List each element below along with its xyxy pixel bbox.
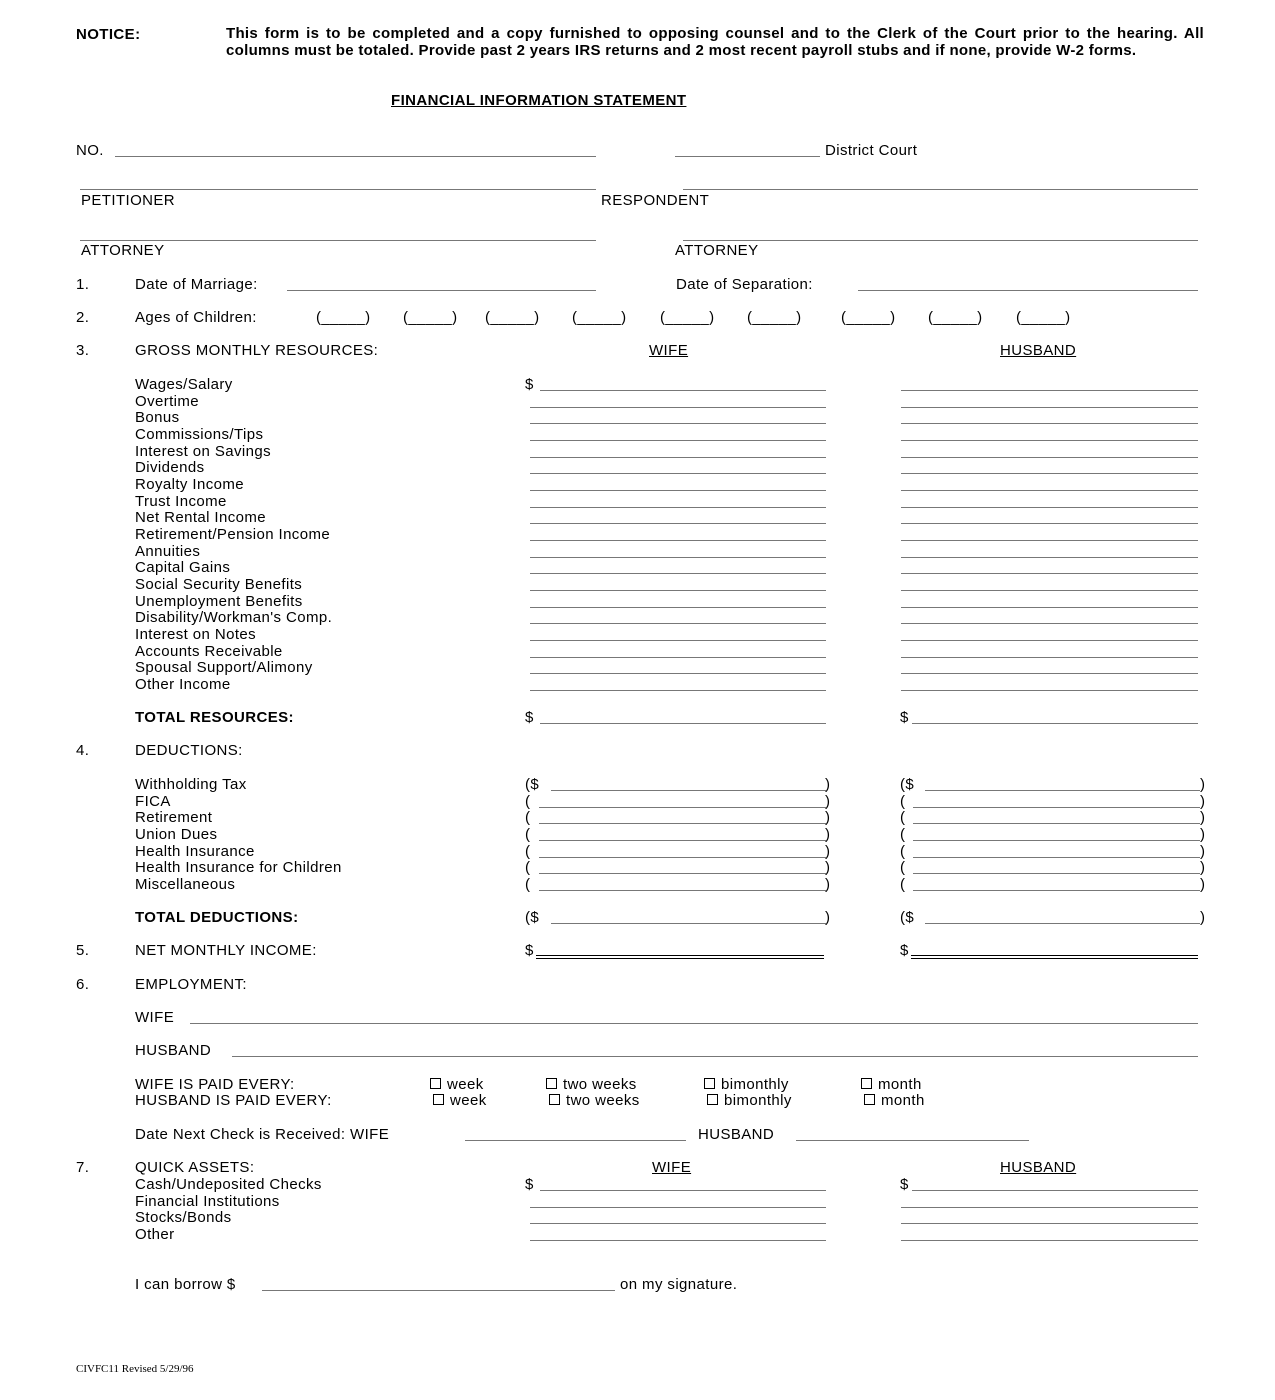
husband-column-heading: HUSBAND bbox=[1000, 342, 1077, 359]
husband-resource-field[interactable] bbox=[901, 690, 1198, 691]
child-age-field-5[interactable]: (_____) bbox=[660, 309, 715, 326]
borrow-label: I can borrow $ bbox=[135, 1276, 236, 1293]
wife-paid-two-weeks-checkbox[interactable] bbox=[546, 1076, 637, 1093]
checkbox-label: month bbox=[881, 1092, 925, 1109]
checkbox-label: two weeks bbox=[566, 1092, 640, 1109]
respondent-attorney-field[interactable] bbox=[683, 240, 1198, 241]
notice-label: NOTICE: bbox=[76, 26, 141, 43]
husband-asset-field[interactable] bbox=[901, 1240, 1198, 1241]
child-age-field-2[interactable]: (_____) bbox=[403, 309, 458, 326]
employment-heading: EMPLOYMENT: bbox=[135, 976, 247, 993]
husband-resource-field[interactable] bbox=[901, 407, 1198, 408]
close-paren: ) bbox=[1200, 859, 1206, 876]
net-monthly-income-label: NET MONTHLY INCOME: bbox=[135, 942, 317, 959]
close-paren: ) bbox=[1200, 876, 1206, 893]
section-1-number: 1. bbox=[76, 276, 90, 293]
open-paren: ( bbox=[900, 859, 906, 876]
date-of-marriage-field[interactable] bbox=[287, 290, 596, 291]
wife-resource-field[interactable] bbox=[540, 390, 826, 391]
petitioner-attorney-label: ATTORNEY bbox=[81, 242, 165, 259]
checkbox-icon[interactable] bbox=[430, 1078, 441, 1089]
dollar-sign: $ bbox=[525, 376, 534, 393]
open-paren: ( bbox=[900, 793, 906, 810]
close-paren: ) bbox=[825, 859, 831, 876]
resource-item-label: Annuities bbox=[135, 543, 201, 560]
husband-paid-bimonthly-checkbox[interactable] bbox=[707, 1092, 792, 1109]
total-resources-label: TOTAL RESOURCES: bbox=[135, 709, 294, 726]
deduction-item-label: Health Insurance bbox=[135, 843, 255, 860]
checkbox-icon[interactable] bbox=[433, 1094, 444, 1105]
section-6-number: 6. bbox=[76, 976, 90, 993]
wife-column-heading: WIFE bbox=[652, 1159, 692, 1176]
resource-item-label: Disability/Workman's Comp. bbox=[135, 609, 333, 626]
checkbox-label: week bbox=[450, 1092, 487, 1109]
wife-resource-field[interactable] bbox=[530, 640, 826, 641]
wife-deduction-field[interactable] bbox=[539, 840, 826, 841]
close-paren: ) bbox=[1200, 826, 1206, 843]
checkbox-icon[interactable] bbox=[549, 1094, 560, 1105]
husband-next-check-field[interactable] bbox=[796, 1140, 1029, 1141]
child-age-field-6[interactable]: (_____) bbox=[747, 309, 802, 326]
resource-item-label: Other Income bbox=[135, 676, 231, 693]
husband-deduction-field[interactable] bbox=[913, 840, 1200, 841]
deduction-item-label: Union Dues bbox=[135, 826, 218, 843]
asset-item-label: Financial Institutions bbox=[135, 1193, 280, 1210]
husband-resource-field[interactable] bbox=[901, 557, 1198, 558]
district-field[interactable] bbox=[675, 156, 820, 157]
wife-asset-field[interactable] bbox=[540, 1190, 826, 1191]
net-income-husband-field[interactable] bbox=[911, 955, 1198, 959]
notice-text: This form is to be completed and a copy furnished to opposing counsel and to the Clerk of the Court prior to the hearing. All columns must be totaled. Provide past 2 years IRS returns and 2 most recent payroll stubs and if none, provide W-2 forms. bbox=[226, 25, 1204, 59]
form-revision-footer: CIVFC11 Revised 5/29/96 bbox=[76, 1363, 194, 1375]
petitioner-field[interactable] bbox=[80, 189, 596, 190]
total-deductions-label: TOTAL DEDUCTIONS: bbox=[135, 909, 299, 926]
resource-item-label: Spousal Support/Alimony bbox=[135, 659, 313, 676]
ages-of-children-label: Ages of Children: bbox=[135, 309, 257, 326]
wife-deduction-field[interactable] bbox=[539, 823, 826, 824]
husband-asset-field[interactable] bbox=[912, 1190, 1198, 1191]
close-paren: ) bbox=[825, 809, 831, 826]
husband-resource-field[interactable] bbox=[901, 507, 1198, 508]
wife-resource-field[interactable] bbox=[530, 690, 826, 691]
date-of-marriage-label: Date of Marriage: bbox=[135, 276, 258, 293]
section-4-number: 4. bbox=[76, 742, 90, 759]
close-paren: ) bbox=[825, 826, 831, 843]
respondent-attorney-label: ATTORNEY bbox=[675, 242, 759, 259]
borrow-suffix: on my signature. bbox=[620, 1276, 738, 1293]
husband-resource-field[interactable] bbox=[901, 473, 1198, 474]
resource-item-label: Wages/Salary bbox=[135, 376, 233, 393]
case-number-label: NO. bbox=[76, 142, 104, 159]
husband-deduction-field[interactable] bbox=[913, 807, 1200, 808]
resource-item-label: Royalty Income bbox=[135, 476, 244, 493]
respondent-label: RESPONDENT bbox=[601, 192, 710, 209]
child-age-field-9[interactable]: (_____) bbox=[1016, 309, 1071, 326]
child-age-field-3[interactable]: (_____) bbox=[485, 309, 540, 326]
husband-resource-field[interactable] bbox=[901, 640, 1198, 641]
gross-monthly-resources-heading: GROSS MONTHLY RESOURCES: bbox=[135, 342, 379, 359]
section-7-number: 7. bbox=[76, 1159, 90, 1176]
husband-deduction-field[interactable] bbox=[913, 890, 1200, 891]
child-age-field-1[interactable]: (_____) bbox=[316, 309, 371, 326]
dollar-sign: $ bbox=[900, 942, 909, 959]
close-paren: ) bbox=[1200, 776, 1206, 793]
open-paren: ($ bbox=[525, 776, 540, 793]
wife-deduction-field[interactable] bbox=[539, 873, 826, 874]
husband-next-check-label: HUSBAND bbox=[698, 1126, 775, 1143]
resource-item-label: Retirement/Pension Income bbox=[135, 526, 331, 543]
date-of-separation-label: Date of Separation: bbox=[676, 276, 813, 293]
total-deductions-husband-field[interactable] bbox=[925, 923, 1200, 924]
close-paren: ) bbox=[825, 776, 831, 793]
section-5-number: 5. bbox=[76, 942, 90, 959]
resource-item-label: Net Rental Income bbox=[135, 509, 267, 526]
checkbox-icon[interactable] bbox=[546, 1078, 557, 1089]
husband-asset-field[interactable] bbox=[901, 1223, 1198, 1224]
asset-item-label: Other bbox=[135, 1226, 175, 1243]
open-paren: ( bbox=[900, 876, 906, 893]
checkbox-label: bimonthly bbox=[724, 1092, 792, 1109]
open-paren: ($ bbox=[900, 776, 915, 793]
wife-resource-field[interactable] bbox=[530, 540, 826, 541]
net-income-wife-field[interactable] bbox=[536, 955, 824, 959]
wife-resource-field[interactable] bbox=[530, 440, 826, 441]
open-paren: ( bbox=[900, 826, 906, 843]
checkbox-label: month bbox=[878, 1076, 922, 1093]
deduction-item-label: Miscellaneous bbox=[135, 876, 236, 893]
resource-item-label: Social Security Benefits bbox=[135, 576, 303, 593]
husband-resource-field[interactable] bbox=[901, 390, 1198, 391]
wife-resource-field[interactable] bbox=[530, 673, 826, 674]
resource-item-label: Capital Gains bbox=[135, 559, 231, 576]
wife-deduction-field[interactable] bbox=[539, 807, 826, 808]
close-paren: ) bbox=[825, 909, 831, 926]
open-paren: ( bbox=[900, 843, 906, 860]
wife-resource-field[interactable] bbox=[530, 573, 826, 574]
total-resources-wife-field[interactable] bbox=[540, 723, 826, 724]
husband-resource-field[interactable] bbox=[901, 523, 1198, 524]
open-paren: ( bbox=[525, 859, 531, 876]
open-paren: ($ bbox=[900, 909, 915, 926]
close-paren: ) bbox=[1200, 843, 1206, 860]
husband-resource-field[interactable] bbox=[901, 623, 1198, 624]
deduction-item-label: FICA bbox=[135, 793, 171, 810]
wife-paid-week-checkbox[interactable] bbox=[430, 1076, 484, 1093]
borrow-amount-field[interactable] bbox=[262, 1290, 615, 1291]
section-2-number: 2. bbox=[76, 309, 90, 326]
wife-asset-field[interactable] bbox=[530, 1223, 826, 1224]
close-paren: ) bbox=[825, 876, 831, 893]
husband-resource-field[interactable] bbox=[901, 490, 1198, 491]
husband-employment-label: HUSBAND bbox=[135, 1042, 212, 1059]
dollar-sign: $ bbox=[525, 942, 534, 959]
husband-resource-field[interactable] bbox=[901, 673, 1198, 674]
wife-next-check-field[interactable] bbox=[465, 1140, 686, 1141]
respondent-field[interactable] bbox=[683, 189, 1198, 190]
husband-resource-field[interactable] bbox=[901, 590, 1198, 591]
husband-employment-field[interactable] bbox=[232, 1056, 1198, 1057]
child-age-field-7[interactable]: (_____) bbox=[841, 309, 896, 326]
husband-paid-month-checkbox[interactable] bbox=[864, 1092, 925, 1109]
resource-item-label: Trust Income bbox=[135, 493, 227, 510]
husband-deduction-field[interactable] bbox=[913, 823, 1200, 824]
district-court-label: District Court bbox=[825, 142, 918, 159]
asset-item-label: Stocks/Bonds bbox=[135, 1209, 232, 1226]
close-paren: ) bbox=[1200, 809, 1206, 826]
resource-item-label: Accounts Receivable bbox=[135, 643, 283, 660]
date-next-check-label: Date Next Check is Received: WIFE bbox=[135, 1126, 390, 1143]
close-paren: ) bbox=[825, 793, 831, 810]
wife-employment-label: WIFE bbox=[135, 1009, 175, 1026]
wife-asset-field[interactable] bbox=[530, 1207, 826, 1208]
checkbox-icon[interactable] bbox=[864, 1094, 875, 1105]
husband-resource-field[interactable] bbox=[901, 423, 1198, 424]
open-paren: ( bbox=[900, 809, 906, 826]
form-title: FINANCIAL INFORMATION STATEMENT bbox=[391, 92, 687, 109]
husband-resource-field[interactable] bbox=[901, 457, 1198, 458]
open-paren: ( bbox=[525, 843, 531, 860]
total-deductions-wife-field[interactable] bbox=[551, 923, 826, 924]
checkbox-icon[interactable] bbox=[861, 1078, 872, 1089]
deduction-item-label: Withholding Tax bbox=[135, 776, 247, 793]
deduction-item-label: Health Insurance for Children bbox=[135, 859, 342, 876]
open-paren: ( bbox=[525, 809, 531, 826]
husband-resource-field[interactable] bbox=[901, 657, 1198, 658]
husband-paid-week-checkbox[interactable] bbox=[433, 1092, 487, 1109]
close-paren: ) bbox=[1200, 793, 1206, 810]
husband-deduction-field[interactable] bbox=[913, 873, 1200, 874]
dollar-sign: $ bbox=[900, 709, 909, 726]
husband-asset-field[interactable] bbox=[901, 1207, 1198, 1208]
checkbox-icon[interactable] bbox=[707, 1094, 718, 1105]
asset-item-label: Cash/Undeposited Checks bbox=[135, 1176, 322, 1193]
deductions-heading: DEDUCTIONS: bbox=[135, 742, 243, 759]
checkbox-label: bimonthly bbox=[721, 1076, 789, 1093]
wife-resource-field[interactable] bbox=[530, 423, 826, 424]
wife-resource-field[interactable] bbox=[530, 457, 826, 458]
resource-item-label: Dividends bbox=[135, 459, 205, 476]
husband-paid-two-weeks-checkbox[interactable] bbox=[549, 1092, 640, 1109]
wife-employment-field[interactable] bbox=[190, 1023, 1198, 1024]
wife-resource-field[interactable] bbox=[530, 473, 826, 474]
checkbox-label: week bbox=[447, 1076, 484, 1093]
dollar-sign: $ bbox=[900, 1176, 909, 1193]
quick-assets-heading: QUICK ASSETS: bbox=[135, 1159, 255, 1176]
open-paren: ( bbox=[525, 793, 531, 810]
resource-item-label: Commissions/Tips bbox=[135, 426, 264, 443]
husband-resource-field[interactable] bbox=[901, 607, 1198, 608]
checkbox-label: two weeks bbox=[563, 1076, 637, 1093]
husband-resource-field[interactable] bbox=[901, 440, 1198, 441]
wife-deduction-field[interactable] bbox=[539, 857, 826, 858]
resource-item-label: Unemployment Benefits bbox=[135, 593, 303, 610]
resource-item-label: Interest on Notes bbox=[135, 626, 257, 643]
resource-item-label: Bonus bbox=[135, 409, 180, 426]
husband-deduction-field[interactable] bbox=[925, 790, 1200, 791]
section-3-number: 3. bbox=[76, 342, 90, 359]
wife-column-heading: WIFE bbox=[649, 342, 689, 359]
husband-resource-field[interactable] bbox=[901, 573, 1198, 574]
wife-deduction-field[interactable] bbox=[551, 790, 826, 791]
child-age-field-4[interactable]: (_____) bbox=[572, 309, 627, 326]
wife-resource-field[interactable] bbox=[530, 407, 826, 408]
wife-paid-every-label: WIFE IS PAID EVERY: bbox=[135, 1076, 295, 1093]
wife-resource-field[interactable] bbox=[530, 623, 826, 624]
wife-paid-month-checkbox[interactable] bbox=[861, 1076, 922, 1093]
open-paren: ( bbox=[525, 826, 531, 843]
petitioner-attorney-field[interactable] bbox=[80, 240, 596, 241]
petitioner-label: PETITIONER bbox=[81, 192, 176, 209]
dollar-sign: $ bbox=[525, 709, 534, 726]
wife-resource-field[interactable] bbox=[530, 557, 826, 558]
dollar-sign: $ bbox=[525, 1176, 534, 1193]
case-number-field[interactable] bbox=[115, 156, 596, 157]
wife-resource-field[interactable] bbox=[530, 657, 826, 658]
resource-item-label: Overtime bbox=[135, 393, 200, 410]
child-age-field-8[interactable]: (_____) bbox=[928, 309, 983, 326]
husband-paid-every-label: HUSBAND IS PAID EVERY: bbox=[135, 1092, 332, 1109]
close-paren: ) bbox=[1200, 909, 1206, 926]
husband-deduction-field[interactable] bbox=[913, 857, 1200, 858]
total-resources-husband-field[interactable] bbox=[912, 723, 1198, 724]
open-paren: ( bbox=[525, 876, 531, 893]
wife-paid-bimonthly-checkbox[interactable] bbox=[704, 1076, 789, 1093]
checkbox-icon[interactable] bbox=[704, 1078, 715, 1089]
wife-resource-field[interactable] bbox=[530, 490, 826, 491]
husband-resource-field[interactable] bbox=[901, 540, 1198, 541]
deduction-item-label: Retirement bbox=[135, 809, 213, 826]
wife-resource-field[interactable] bbox=[530, 507, 826, 508]
wife-resource-field[interactable] bbox=[530, 590, 826, 591]
wife-resource-field[interactable] bbox=[530, 607, 826, 608]
wife-asset-field[interactable] bbox=[530, 1240, 826, 1241]
husband-column-heading: HUSBAND bbox=[1000, 1159, 1077, 1176]
wife-resource-field[interactable] bbox=[530, 523, 826, 524]
date-of-separation-field[interactable] bbox=[858, 290, 1198, 291]
open-paren: ($ bbox=[525, 909, 540, 926]
resource-item-label: Interest on Savings bbox=[135, 443, 272, 460]
wife-deduction-field[interactable] bbox=[539, 890, 826, 891]
close-paren: ) bbox=[825, 843, 831, 860]
